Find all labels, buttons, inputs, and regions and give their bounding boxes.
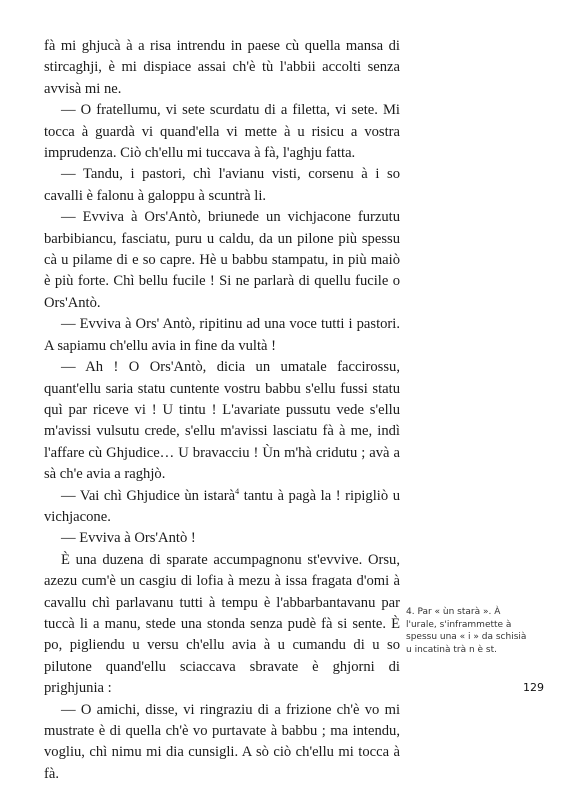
footnote: 4. Par « ùn starà ». À l'urale, s'inframmette à spessu una « i » da schisià u incatinà trà n è st. bbox=[406, 607, 527, 655]
paragraph: — Evviva à Ors'Antò ! bbox=[61, 530, 196, 547]
paragraph: — O amichi, disse, vi ringraziu di a frizione ch'è vo mi mustrate è di quella ch'è vo purtavate à babbu ; ma intendu, vogliu, chì nimu mi dia cunsigli. A sò ciò ch'ellu mi tocca à fà. bbox=[44, 701, 400, 782]
paragraph: — Evviva à Ors' Antò, ripitinu ad una voce tutti i pastori. A sapiamu ch'ellu avia in fine da vultà ! bbox=[44, 316, 400, 354]
paragraph: fà mi ghjucà à a risa intrendu in paese cù quella mansa di stircaghji, è mi dispiace assai ch'è tù l'abbii accolti senza avvisà mi ne. bbox=[44, 38, 400, 97]
paragraph: — O fratellumu, vi sete scurdatu di a filetta, vi sete. Mi tocca à guardà vi quand'ella vi mette à u risicu a vostra imprudenza. Ciò ch'ellu mi tuccava à fà, l'aghju fatta. bbox=[44, 102, 400, 162]
paragraph: — Tandu, i pastori, chì l'avianu visti, corsenu à i so cavalli è falonu à galoppu à scuntrà li. bbox=[44, 166, 400, 204]
paragraph-text: tantu à pagà la ! ripigliò u vichjacone. bbox=[44, 487, 401, 525]
paragraph: È una duzena di sparate accumpagnonu st'evvive. Orsu, azezu cum'è un casgiu di lofia à mezu à issa fragata d'omi à cavallu chì parlavanu tutti à tempu è l'abbarbantavanu par tuccà li a manu, stede una stonda senza pudè fà si sente. È po, pigliendu u versu ch'ellu avia à u cumandu di u so pilutone quand'ellu sciaccava sbravate è ghjorni di prighjunia : bbox=[44, 551, 400, 697]
footnote-reference[interactable]: 4 bbox=[235, 486, 240, 496]
page-number: 129 bbox=[523, 681, 544, 694]
paragraph-text: — Vai chì Ghjudice ùn istarà bbox=[61, 487, 236, 504]
paragraph bbox=[44, 486, 400, 529]
paragraph: — Ah ! O Ors'Antò, dicia un umatale faccirossu, quant'ellu saria statu cuntente vostru babbu s'ellu fussi statu quì par riceve vi ! U tintu ! L'avariate pussutu vede s'ellu m'avissi vulsutu crede, s'ellu m'avissi lasciatu fà à me, indì l'affare cù Ghjudice… U bravacciu ! Ùn m'hà cridutu ; avà a sà ch'e avia a raghjò. bbox=[44, 359, 400, 483]
body-text bbox=[44, 36, 400, 785]
paragraph: — Evviva à Ors'Antò, briunede un vichjacone furzutu barbibiancu, fasciatu, puru u caldu, da un pilone più spessu cà u pilame di e so capre. Hè u babbu stampatu, in più maiò è più forte. Chì bellu fucile ! Si ne parlarà di quellu fucile o Ors'Antò. bbox=[44, 209, 400, 311]
